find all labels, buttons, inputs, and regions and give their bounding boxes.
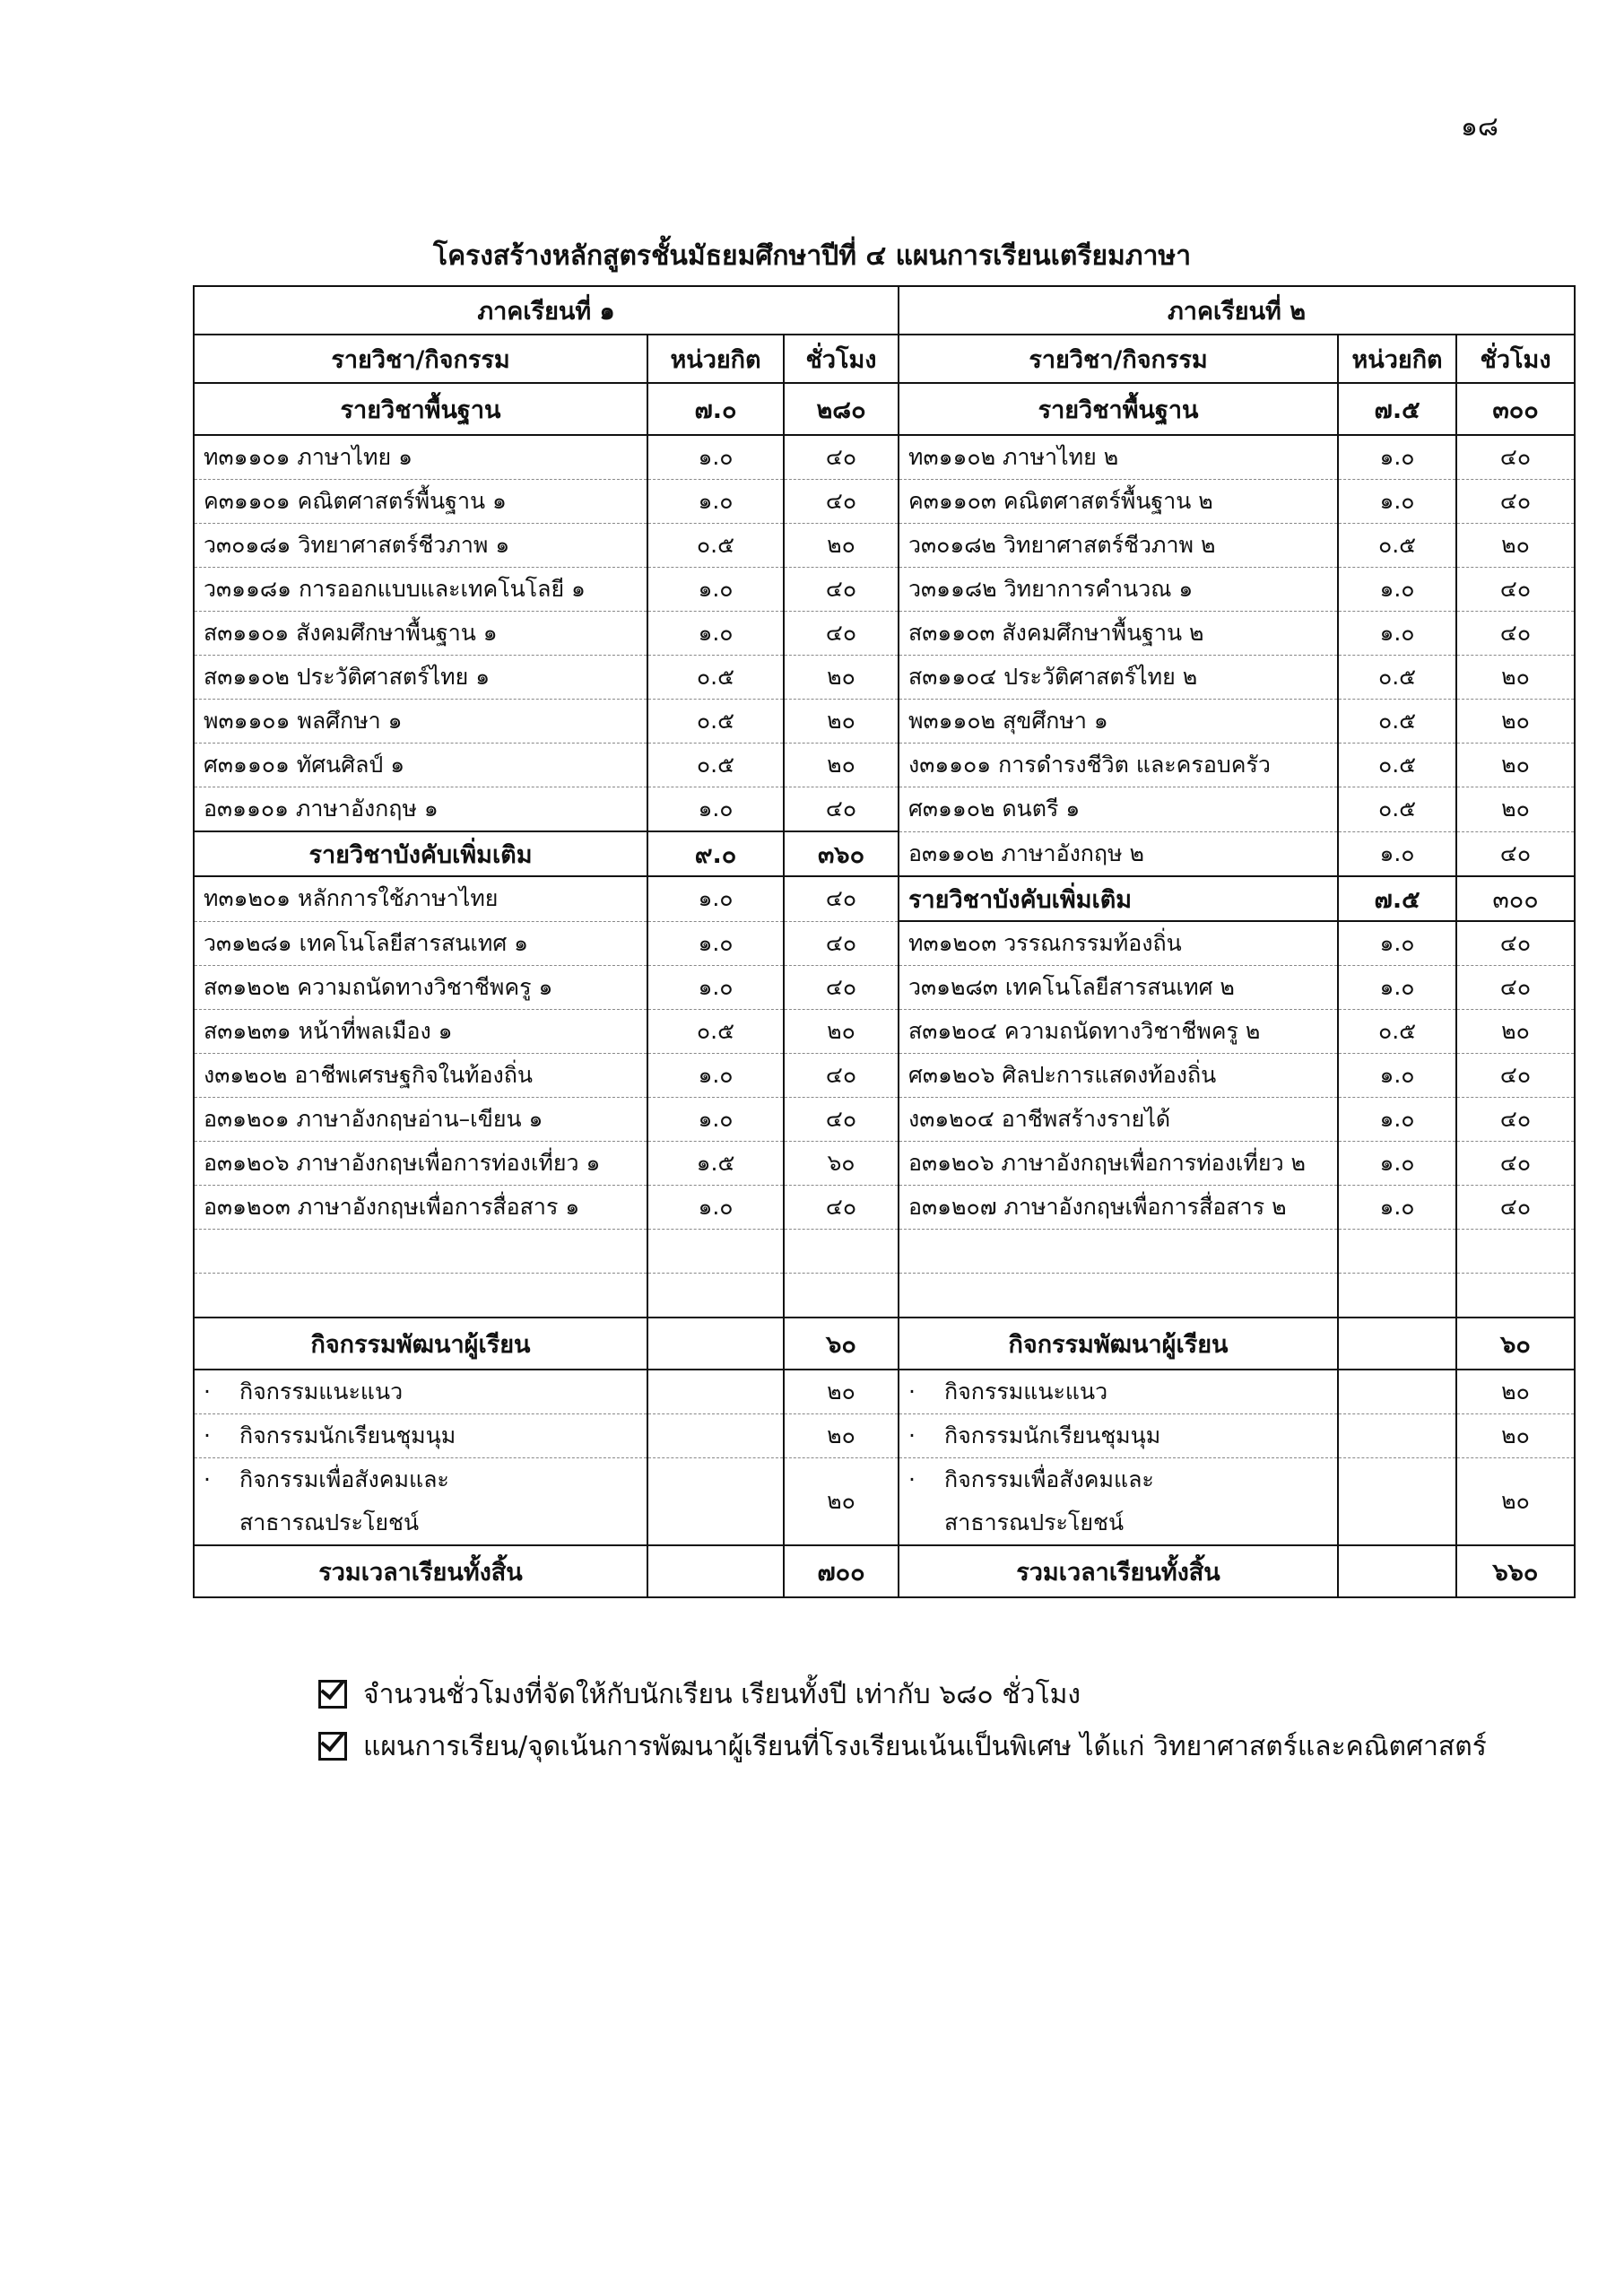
total-label: รวมเวลาเรียนทั้งสิ้น [194,1545,647,1597]
subject-credit: ๑.๐ [647,876,784,921]
activity-name: · กิจกรรมเพื่อสังคมและ สาธารณประโยชน์ [194,1458,647,1546]
subject-credit: ๑.๐ [647,480,784,524]
bullet-icon: · [908,1466,916,1492]
subject-name: ท๓๑๒๐๑ หลักการใช้ภาษาไทย [194,876,647,921]
table-row [194,1142,1575,1186]
subject-name: ค๓๑๑๐๓ คณิตศาสตร์พื้นฐาน ๒ [899,480,1338,524]
bullet-icon: · [908,1378,916,1405]
subject-hours: ๖๐ [784,1142,899,1186]
subject-credit: ๑.๐ [1338,921,1456,966]
subject-name: ว๓๑๑๘๒ วิทยาการคำนวณ ๑ [899,568,1338,612]
table-row [194,656,1575,700]
note-item [318,1668,1487,1720]
subject-credit: ๑.๐ [647,435,784,480]
section-hours: ๖๐ [1456,1318,1575,1370]
subject-credit: ๐.๕ [647,524,784,568]
subject-name: พ๓๑๑๐๒ สุขศึกษา ๑ [899,700,1338,744]
subject-credit: ๐.๕ [1338,656,1456,700]
section-label: รายวิชาพื้นฐาน [899,383,1338,435]
table-row [194,480,1575,524]
activity-hours: ๒๐ [784,1370,899,1414]
subject-credit: ๑.๐ [1338,966,1456,1010]
total-hours: ๗๐๐ [784,1545,899,1597]
subject-hours: ๒๐ [784,656,899,700]
subject-name: ว๓๐๑๘๒ วิทยาศาสตร์ชีวภาพ ๒ [899,524,1338,568]
subject-name: ง๓๑๒๐๔ อาชีพสร้างรายได้ [899,1098,1338,1142]
table-row [194,1458,1575,1546]
subject-name: ศ๓๑๑๐๑ ทัศนศิลป์ ๑ [194,744,647,787]
subject-credit: ๐.๕ [647,744,784,787]
table-row [194,831,1575,876]
subject-hours: ๔๐ [1456,568,1575,612]
subject-hours: ๔๐ [784,435,899,480]
table-row [194,1098,1575,1142]
subject-credit: ๑.๐ [1338,435,1456,480]
subject-hours: ๔๐ [784,921,899,966]
table-row [194,744,1575,787]
col-subject-1: รายวิชา/กิจกรรม [194,335,647,383]
subject-hours: ๔๐ [1456,921,1575,966]
activity-hours: ๒๐ [784,1414,899,1458]
section-credit: ๗.๐ [647,383,784,435]
table-row [194,921,1575,966]
subject-hours: ๒๐ [1456,744,1575,787]
subject-name: ส๓๑๒๐๒ ความถนัดทางวิชาชีพครู ๑ [194,966,647,1010]
subject-name: ส๓๑๒๐๔ ความถนัดทางวิชาชีพครู ๒ [899,1010,1338,1054]
total-hours: ๖๖๐ [1456,1545,1575,1597]
col-credit-2: หน่วยกิต [1338,335,1456,383]
col-hours-2: ชั่วโมง [1456,335,1575,383]
subject-hours: ๒๐ [1456,1010,1575,1054]
subject-name: อ๓๑๒๐๗ ภาษาอังกฤษเพื่อการสื่อสาร ๒ [899,1186,1338,1230]
section-credit: ๗.๕ [1338,876,1456,921]
notes [318,1668,1487,1772]
table-row [194,1054,1575,1098]
subject-hours: ๒๐ [784,524,899,568]
subject-name: อ๓๑๒๐๑ ภาษาอังกฤษอ่าน–เขียน ๑ [194,1098,647,1142]
activity-hours: ๒๐ [784,1458,899,1546]
semester-header-row [194,286,1575,335]
bullet-icon: · [204,1422,211,1448]
subject-credit: ๐.๕ [1338,524,1456,568]
subject-credit: ๑.๐ [647,921,784,966]
page-number: ๑๘ [1460,111,1498,143]
table-row [194,1010,1575,1054]
table-row [194,876,1575,921]
section-credit: ๗.๕ [1338,383,1456,435]
subject-credit: ๑.๐ [1338,1186,1456,1230]
subject-name: ว๓๑๑๘๑ การออกแบบและเทคโนโลยี ๑ [194,568,647,612]
subject-credit: ๐.๕ [1338,744,1456,787]
subject-name: อ๓๑๑๐๑ ภาษาอังกฤษ ๑ [194,787,647,832]
note-text: แผนการเรียน/จุดเน้นการพัฒนาผู้เรียนที่โรงเรียนเน้นเป็นพิเศษ ได้แก่ วิทยาศาสตร์และคณิตศาสตร์ [363,1730,1487,1762]
section-hours: ๖๐ [784,1318,899,1370]
activity-name: · กิจกรรมแนะแนว [899,1370,1338,1414]
subject-credit: ๑.๐ [647,568,784,612]
col-subject-2: รายวิชา/กิจกรรม [899,335,1338,383]
subject-name: ส๓๑๑๐๔ ประวัติศาสตร์ไทย ๒ [899,656,1338,700]
subject-hours: ๔๐ [1456,831,1575,876]
section-hours: ๓๐๐ [1456,383,1575,435]
subject-credit: ๑.๐ [647,787,784,832]
table-row [194,435,1575,480]
subject-hours: ๔๐ [1456,480,1575,524]
subject-hours: ๒๐ [1456,524,1575,568]
subject-name: ค๓๑๑๐๑ คณิตศาสตร์พื้นฐาน ๑ [194,480,647,524]
subject-credit: ๑.๐ [647,1098,784,1142]
subject-hours: ๒๐ [784,700,899,744]
note-text: จำนวนชั่วโมงที่จัดให้กับนักเรียน เรียนทั้งปี เท่ากับ ๖๘๐ ชั่วโมง [363,1678,1081,1710]
table-row [194,966,1575,1010]
subject-name: ง๓๑๑๐๑ การดำรงชีวิต และครอบครัว [899,744,1338,787]
subject-hours: ๔๐ [784,966,899,1010]
subject-hours: ๒๐ [1456,787,1575,832]
table-row [194,1370,1575,1414]
subject-hours: ๒๐ [1456,656,1575,700]
subject-hours: ๒๐ [784,744,899,787]
subject-hours: ๒๐ [1456,700,1575,744]
subject-name: ว๓๑๒๘๑ เทคโนโลยีสารสนเทศ ๑ [194,921,647,966]
basic-section-row [194,383,1575,435]
subject-hours: ๔๐ [784,1054,899,1098]
checked-checkbox-icon [318,1732,347,1761]
subject-name: ศ๓๑๑๐๒ ดนตรี ๑ [899,787,1338,832]
subject-credit: ๑.๐ [1338,612,1456,656]
table-row [194,1414,1575,1458]
subject-name: อ๓๑๑๐๒ ภาษาอังกฤษ ๒ [899,831,1338,876]
subject-name: ว๓๑๒๘๓ เทคโนโลยีสารสนเทศ ๒ [899,966,1338,1010]
subject-hours: ๔๐ [1456,1054,1575,1098]
subject-name: ท๓๑๑๐๑ ภาษาไทย ๑ [194,435,647,480]
document-title: โครงสร้างหลักสูตรชั้นมัธยมศึกษาปีที่ ๔ แผนการเรียนเตรียมภาษา [432,240,1192,272]
section-hours: ๓๖๐ [784,831,899,876]
subject-hours: ๔๐ [1456,1186,1575,1230]
subject-name: ว๓๐๑๘๑ วิทยาศาสตร์ชีวภาพ ๑ [194,524,647,568]
section-label: กิจกรรมพัฒนาผู้เรียน [899,1318,1338,1370]
subject-credit: ๑.๐ [1338,1098,1456,1142]
subject-credit: ๐.๕ [647,1010,784,1054]
section-hours: ๒๘๐ [784,383,899,435]
subject-credit: ๑.๕ [647,1142,784,1186]
table-row [194,700,1575,744]
activity-name: · กิจกรรมเพื่อสังคมและ สาธารณประโยชน์ [899,1458,1338,1546]
bullet-icon: · [204,1378,211,1405]
subject-hours: ๔๐ [1456,1142,1575,1186]
activity-hours: ๒๐ [1456,1370,1575,1414]
section-label: รายวิชาพื้นฐาน [194,383,647,435]
activity-name: · กิจกรรมนักเรียนชุมนุม [194,1414,647,1458]
table-row [194,568,1575,612]
subject-credit: ๑.๐ [1338,1142,1456,1186]
subject-name: อ๓๑๒๐๖ ภาษาอังกฤษเพื่อการท่องเที่ยว ๒ [899,1142,1338,1186]
subject-hours: ๔๐ [1456,966,1575,1010]
subject-hours: ๔๐ [784,1186,899,1230]
subject-credit: ๐.๕ [1338,1010,1456,1054]
bullet-icon: · [908,1422,916,1448]
empty-row [194,1274,1575,1318]
subject-name: อ๓๑๒๐๖ ภาษาอังกฤษเพื่อการท่องเที่ยว ๑ [194,1142,647,1186]
subject-credit: ๐.๕ [647,700,784,744]
activities-section-row [194,1318,1575,1370]
section-credit: ๙.๐ [647,831,784,876]
subject-name: อ๓๑๒๐๓ ภาษาอังกฤษเพื่อการสื่อสาร ๑ [194,1186,647,1230]
subject-name: ส๓๑๑๐๒ ประวัติศาสตร์ไทย ๑ [194,656,647,700]
column-header-row [194,335,1575,383]
subject-name: ท๓๑๒๐๓ วรรณกรรมท้องถิ่น [899,921,1338,966]
subject-credit: ๑.๐ [647,1054,784,1098]
col-credit-1: หน่วยกิต [647,335,784,383]
table-row [194,787,1575,832]
subject-name: ส๓๑๑๐๓ สังคมศึกษาพื้นฐาน ๒ [899,612,1338,656]
subject-hours: ๔๐ [784,612,899,656]
subject-credit: ๐.๕ [1338,787,1456,832]
subject-credit: ๑.๐ [1338,1054,1456,1098]
subject-credit: ๐.๕ [1338,700,1456,744]
activity-name: · กิจกรรมแนะแนว [194,1370,647,1414]
subject-hours: ๔๐ [784,568,899,612]
section-hours: ๓๐๐ [1456,876,1575,921]
section-label: กิจกรรมพัฒนาผู้เรียน [194,1318,647,1370]
subject-credit: ๑.๐ [1338,480,1456,524]
curriculum-table [193,285,1576,1598]
table-row [194,612,1575,656]
empty-row [194,1230,1575,1274]
subject-name: ง๓๑๒๐๒ อาชีพเศรษฐกิจในท้องถิ่น [194,1054,647,1098]
subject-hours: ๔๐ [784,787,899,832]
subject-credit: ๑.๐ [1338,831,1456,876]
subject-credit: ๑.๐ [647,612,784,656]
activity-hours: ๒๐ [1456,1458,1575,1546]
subject-credit: ๐.๕ [647,656,784,700]
subject-name: ท๓๑๑๐๒ ภาษาไทย ๒ [899,435,1338,480]
bullet-icon: · [204,1466,211,1492]
subject-name: ส๓๑๒๓๑ หน้าที่พลเมือง ๑ [194,1010,647,1054]
section-label: รายวิชาบังคับเพิ่มเติม [899,876,1338,921]
subject-hours: ๔๐ [784,1098,899,1142]
subject-hours: ๒๐ [784,1010,899,1054]
subject-name: ส๓๑๑๐๑ สังคมศึกษาพื้นฐาน ๑ [194,612,647,656]
col-hours-1: ชั่วโมง [784,335,899,383]
subject-hours: ๔๐ [1456,1098,1575,1142]
note-item [318,1720,1487,1772]
section-label: รายวิชาบังคับเพิ่มเติม [194,831,647,876]
subject-hours: ๔๐ [1456,612,1575,656]
checked-checkbox-icon [318,1680,347,1709]
subject-credit: ๑.๐ [647,966,784,1010]
subject-name: พ๓๑๑๐๑ พลศึกษา ๑ [194,700,647,744]
subject-credit: ๑.๐ [647,1186,784,1230]
table-row [194,524,1575,568]
activity-name: · กิจกรรมนักเรียนชุมนุม [899,1414,1338,1458]
semester-2-header: ภาคเรียนที่ ๒ [899,286,1575,335]
activity-hours: ๒๐ [1456,1414,1575,1458]
subject-name: ศ๓๑๒๐๖ ศิลปะการแสดงท้องถิ่น [899,1054,1338,1098]
subject-credit: ๑.๐ [1338,568,1456,612]
subject-hours: ๔๐ [784,876,899,921]
total-label: รวมเวลาเรียนทั้งสิ้น [899,1545,1338,1597]
subject-hours: ๔๐ [1456,435,1575,480]
table-row [194,1186,1575,1230]
semester-1-header: ภาคเรียนที่ ๑ [194,286,899,335]
subject-hours: ๔๐ [784,480,899,524]
total-row [194,1545,1575,1597]
